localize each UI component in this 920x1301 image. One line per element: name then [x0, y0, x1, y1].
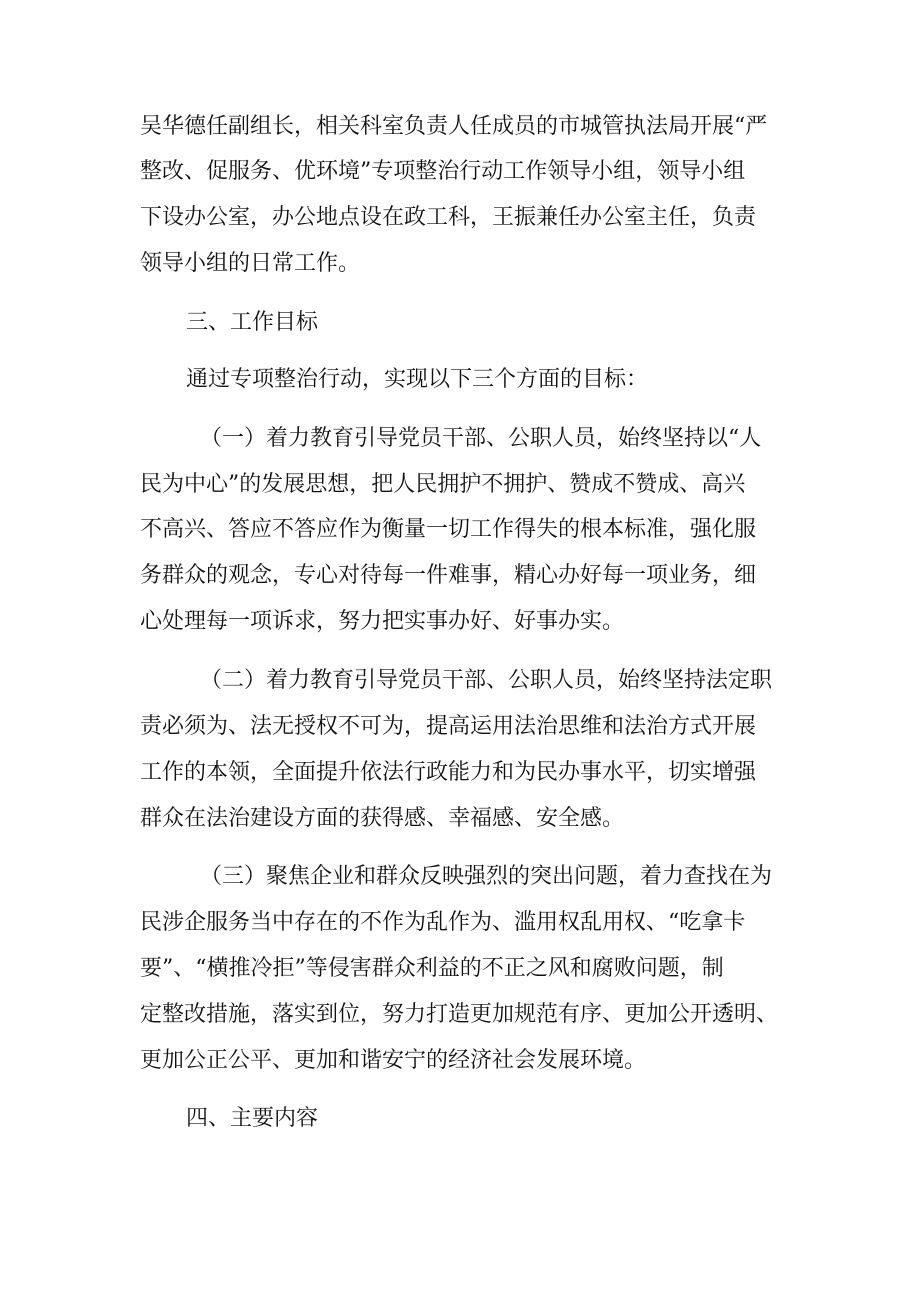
goal-line: （二）着力教育引导党员干部、公职人员，始终坚持法定职: [200, 668, 773, 693]
section-heading-content: 四、主要内容: [186, 1106, 319, 1131]
goal-line: 务群众的观念，专心对待每一件难事，精心办好每一项业务，细: [140, 563, 757, 588]
paragraph-line: 下设办公室，办公地点设在政工科，王振兼任办公室主任，负责: [140, 205, 757, 230]
goal-line: 民涉企服务当中存在的不作为乱作为、滥用权乱用权、“吃拿卡: [140, 910, 746, 935]
goal-line: 工作的本领，全面提升依法行政能力和为民办事水平，切实增强: [140, 760, 757, 785]
section-intro: 通过专项整治行动，实现以下三个方面的目标：: [186, 367, 649, 392]
section-heading-goals: 三、工作目标: [186, 310, 319, 335]
goal-line: 定整改措施，落实到位，努力打造更加规范有序、更加公开透明、: [140, 1002, 779, 1027]
goal-line: 民为中心”的发展思想，把人民拥护不拥护、赞成不赞成、高兴: [140, 472, 746, 497]
goal-line: 更加公正公平、更加和谐安宁的经济社会发展环境。: [140, 1048, 647, 1073]
goal-line: 责必须为、法无授权不可为，提高运用法治思维和法治方式开展: [140, 714, 757, 739]
goal-line: 要”、“横推冷拒”等侵害群众利益的不正之风和腐败问题，制: [140, 956, 724, 981]
goal-line: 群众在法治建设方面的获得感、幸福感、安全感。: [140, 806, 625, 831]
goal-line: （三）聚焦企业和群众反映强烈的突出问题，着力查找在为: [200, 864, 773, 889]
goal-line: 心处理每一项诉求，努力把实事办好、好事办实。: [140, 609, 625, 634]
paragraph-line: 整改、促服务、优环境”专项整治行动工作领导小组，领导小组: [140, 159, 746, 184]
goal-line: 不高兴、答应不答应作为衡量一切工作得失的根本标准，强化服: [140, 517, 757, 542]
paragraph-line: 领导小组的日常工作。: [140, 251, 361, 276]
paragraph-line: 吴华德任副组长，相关科室负责人任成员的市城管执法局开展“严: [140, 114, 768, 139]
goal-line: （一）着力教育引导党员干部、公职人员，始终坚持以“人: [200, 426, 762, 451]
